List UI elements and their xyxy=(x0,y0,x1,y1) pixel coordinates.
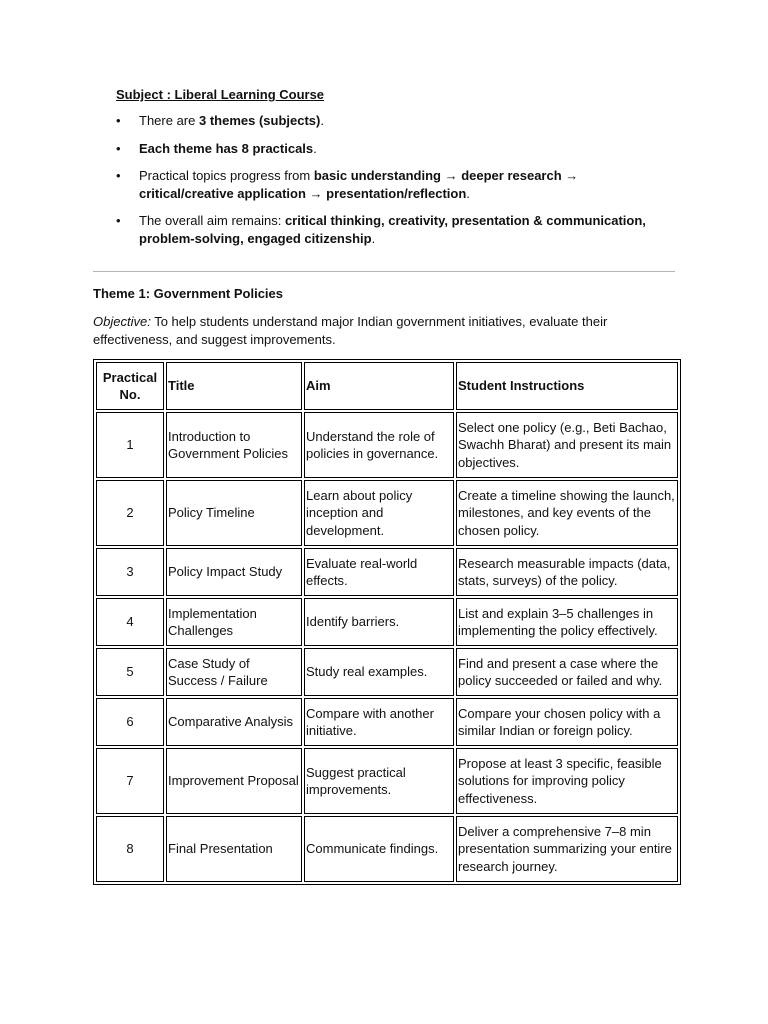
bullet-dot-icon: • xyxy=(116,140,121,156)
cell-aim: Suggest practical improvements. xyxy=(304,748,454,814)
cell-aim: Understand the role of policies in governance. xyxy=(304,412,454,478)
theme-title: Theme 1: Government Policies xyxy=(93,286,284,301)
practicals-table xyxy=(93,359,681,885)
cell-practical-no: 4 xyxy=(96,598,164,646)
cell-aim: Compare with another initiative. xyxy=(304,698,454,746)
cell-practical-no: 8 xyxy=(96,816,164,882)
objective-label: Objective: xyxy=(93,314,151,329)
cell-student-instructions: Research measurable impacts (data, stats, surveys) of the policy. xyxy=(456,548,678,596)
subject-heading: Subject : Liberal Learning Course xyxy=(116,87,325,102)
cell-practical-no: 1 xyxy=(96,412,164,478)
cell-title: Case Study of Success / Failure xyxy=(166,648,302,696)
bullet-dot-icon: • xyxy=(116,113,121,128)
cell-aim: Communicate findings. xyxy=(304,816,454,882)
cell-title: Comparative Analysis xyxy=(166,698,302,746)
cell-title: Introduction to Government Policies xyxy=(166,412,302,478)
summary-bullet xyxy=(116,112,676,130)
theme-objective xyxy=(93,313,675,348)
header-practical-no: Practical No. xyxy=(96,362,164,410)
table-row xyxy=(96,598,678,646)
cell-title: Final Presentation xyxy=(166,816,302,882)
cell-student-instructions: Create a timeline showing the launch, milestones, and key events of the chosen policy. xyxy=(456,480,678,546)
cell-practical-no: 5 xyxy=(96,648,164,696)
bullet-text: . xyxy=(320,113,324,128)
summary-bullet-list xyxy=(116,112,676,257)
summary-bullet xyxy=(116,140,676,158)
cell-student-instructions: Find and present a case where the policy succeeded or failed and why. xyxy=(456,648,678,696)
bullet-text: The overall aim remains: xyxy=(139,213,285,228)
bullet-text: . xyxy=(466,185,470,201)
cell-practical-no: 3 xyxy=(96,548,164,596)
cell-student-instructions: Propose at least 3 specific, feasible solutions for improving policy effectiveness. xyxy=(456,748,678,814)
objective-text: To help students understand major Indian government initiatives, evaluate their effectiveness, and suggest improvements. xyxy=(93,314,608,347)
bullet-dot-icon: • xyxy=(116,168,121,183)
header-aim: Aim xyxy=(304,362,454,410)
bullet-bold-text: Each theme has 8 practicals xyxy=(139,140,314,156)
bullet-text: . xyxy=(313,140,317,156)
table-row xyxy=(96,816,678,882)
cell-student-instructions: Select one policy (e.g., Beti Bachao, Swachh Bharat) and present its main objectives. xyxy=(456,412,678,478)
cell-student-instructions: List and explain 3–5 challenges in implementing the policy effectively. xyxy=(456,598,678,646)
bullet-text: . xyxy=(371,230,376,246)
cell-student-instructions: Deliver a comprehensive 7–8 min presentation summarizing your entire research journey. xyxy=(456,816,678,882)
summary-bullet xyxy=(116,167,676,202)
table-row xyxy=(96,480,678,546)
table-row xyxy=(96,412,678,478)
cell-aim: Learn about policy inception and development. xyxy=(304,480,454,546)
table-header-row xyxy=(96,362,678,410)
cell-practical-no: 6 xyxy=(96,698,164,746)
table-row xyxy=(96,648,678,696)
table-row xyxy=(96,748,678,814)
cell-title: Policy Impact Study xyxy=(166,548,302,596)
header-title: Title xyxy=(166,362,302,410)
cell-aim: Evaluate real-world effects. xyxy=(304,548,454,596)
cell-aim: Identify barriers. xyxy=(304,598,454,646)
header-student-instructions: Student Instructions xyxy=(456,362,678,410)
table-row xyxy=(96,548,678,596)
cell-title: Improvement Proposal xyxy=(166,748,302,814)
bullet-dot-icon: • xyxy=(116,213,121,228)
section-divider xyxy=(93,271,675,272)
cell-title: Implementation Challenges xyxy=(166,598,302,646)
bullet-bold-text: 3 themes (subjects) xyxy=(198,113,321,128)
bullet-text: There are xyxy=(139,113,199,128)
cell-student-instructions: Compare your chosen policy with a similar Indian or foreign policy. xyxy=(456,698,678,746)
cell-practical-no: 7 xyxy=(96,748,164,814)
bullet-bold-text: basic understanding → deeper research → critical/creative application → presentation/reflection xyxy=(139,168,579,201)
cell-aim: Study real examples. xyxy=(304,648,454,696)
table-row xyxy=(96,698,678,746)
bullet-text: Practical topics progress from xyxy=(139,168,314,183)
cell-title: Policy Timeline xyxy=(166,480,302,546)
summary-bullet xyxy=(116,212,676,247)
cell-practical-no: 2 xyxy=(96,480,164,546)
bullet-bold-text: critical thinking, creativity, presentation & communication, problem-solving, engaged citizenship xyxy=(139,213,646,246)
